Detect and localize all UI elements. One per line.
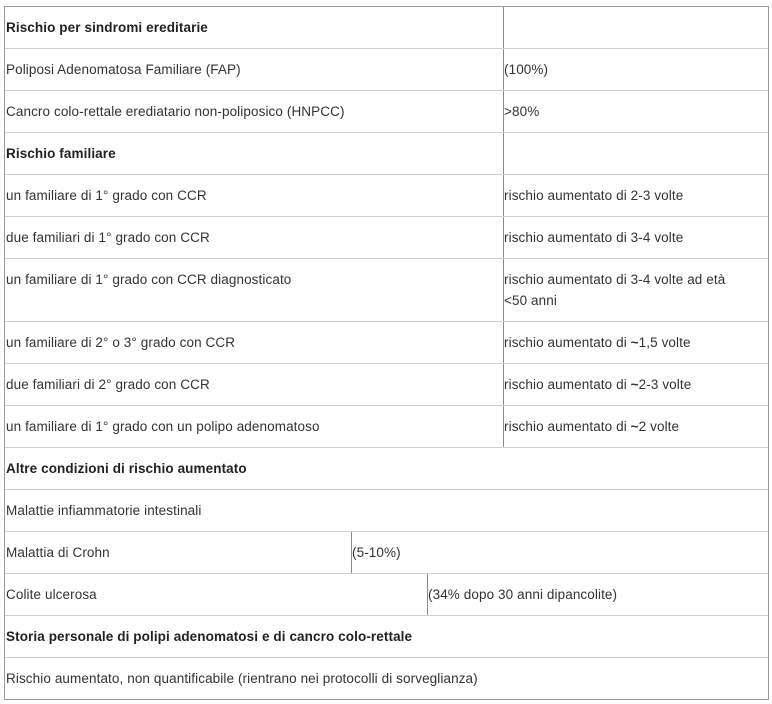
table-row — [5, 322, 768, 364]
condition-cell: due familiari di 2° grado con CCR — [6, 377, 210, 392]
section-header-familial — [5, 133, 768, 175]
section-header-personal — [5, 616, 768, 658]
risk-cell — [503, 406, 768, 447]
risk-cell: rischio aumentato di 3-4 volte — [503, 217, 768, 258]
approx-symbol: ~ — [630, 335, 639, 350]
risk-prefix: rischio aumentato di — [504, 335, 631, 350]
risk-line-1: rischio aumentato di 3-4 volte ad età — [504, 272, 726, 287]
risk-value: 1,5 volte — [638, 335, 691, 350]
risk-cell: (34% dopo 30 anni dipancolite) — [427, 574, 768, 615]
risk-value: 2 volte — [638, 419, 680, 434]
table-row — [5, 532, 768, 574]
note-cell: Rischio aumentato, non quantificabile (rientrano nei protocolli di sorveglianza) — [6, 671, 478, 686]
risk-prefix: rischio aumentato di — [504, 377, 631, 392]
condition-cell: un familiare di 1° grado con CCR — [6, 188, 207, 203]
risk-cell — [503, 322, 768, 363]
condition-cell: due familiari di 1° grado con CCR — [6, 230, 210, 245]
risk-cell — [503, 259, 768, 321]
table-row — [5, 658, 768, 699]
section-header-hereditary — [5, 7, 768, 49]
condition-cell: Cancro colo-rettale erediatario non-poliposico (HNPCC) — [6, 104, 345, 119]
risk-cell: (5-10%) — [351, 532, 768, 573]
condition-cell: Malattia di Crohn — [6, 545, 110, 560]
risk-cell: rischio aumentato di 2-3 volte — [503, 175, 768, 216]
risk-line-2: <50 anni — [504, 293, 557, 308]
risk-value: 2-3 volte — [638, 377, 692, 392]
table-row — [5, 406, 768, 448]
risk-prefix: rischio aumentato di — [504, 419, 631, 434]
condition-cell: Poliposi Adenomatosa Familiare (FAP) — [6, 62, 241, 77]
approx-symbol: ~ — [630, 419, 639, 434]
risk-cell — [503, 364, 768, 405]
condition-cell: un familiare di 2° o 3° grado con CCR — [6, 335, 236, 350]
section-title: Storia personale di polipi adenomatosi e di cancro colo-rettale — [6, 629, 413, 644]
approx-symbol: ~ — [630, 377, 639, 392]
group-label: Malattie infiammatorie intestinali — [6, 503, 202, 518]
table-row — [5, 175, 768, 217]
condition-cell: un familiare di 1° grado con un polipo adenomatoso — [6, 419, 320, 434]
table-row — [5, 259, 768, 322]
risk-table — [4, 6, 769, 700]
table-row — [5, 490, 768, 532]
empty-cell — [503, 7, 768, 48]
section-title: Rischio familiare — [6, 146, 116, 161]
table-row — [5, 217, 768, 259]
table-row — [5, 49, 768, 91]
section-title: Altre condizioni di rischio aumentato — [6, 461, 247, 476]
condition-cell: Colite ulcerosa — [6, 587, 97, 602]
section-header-other — [5, 448, 768, 490]
risk-cell: >80% — [503, 91, 768, 132]
section-title: Rischio per sindromi ereditarie — [6, 20, 208, 35]
table-row — [5, 574, 768, 616]
risk-cell: (100%) — [503, 49, 768, 90]
table-row — [5, 91, 768, 133]
condition-cell: un familiare di 1° grado con CCR diagnosticato — [6, 272, 292, 287]
empty-cell — [503, 133, 768, 174]
table-row — [5, 364, 768, 406]
